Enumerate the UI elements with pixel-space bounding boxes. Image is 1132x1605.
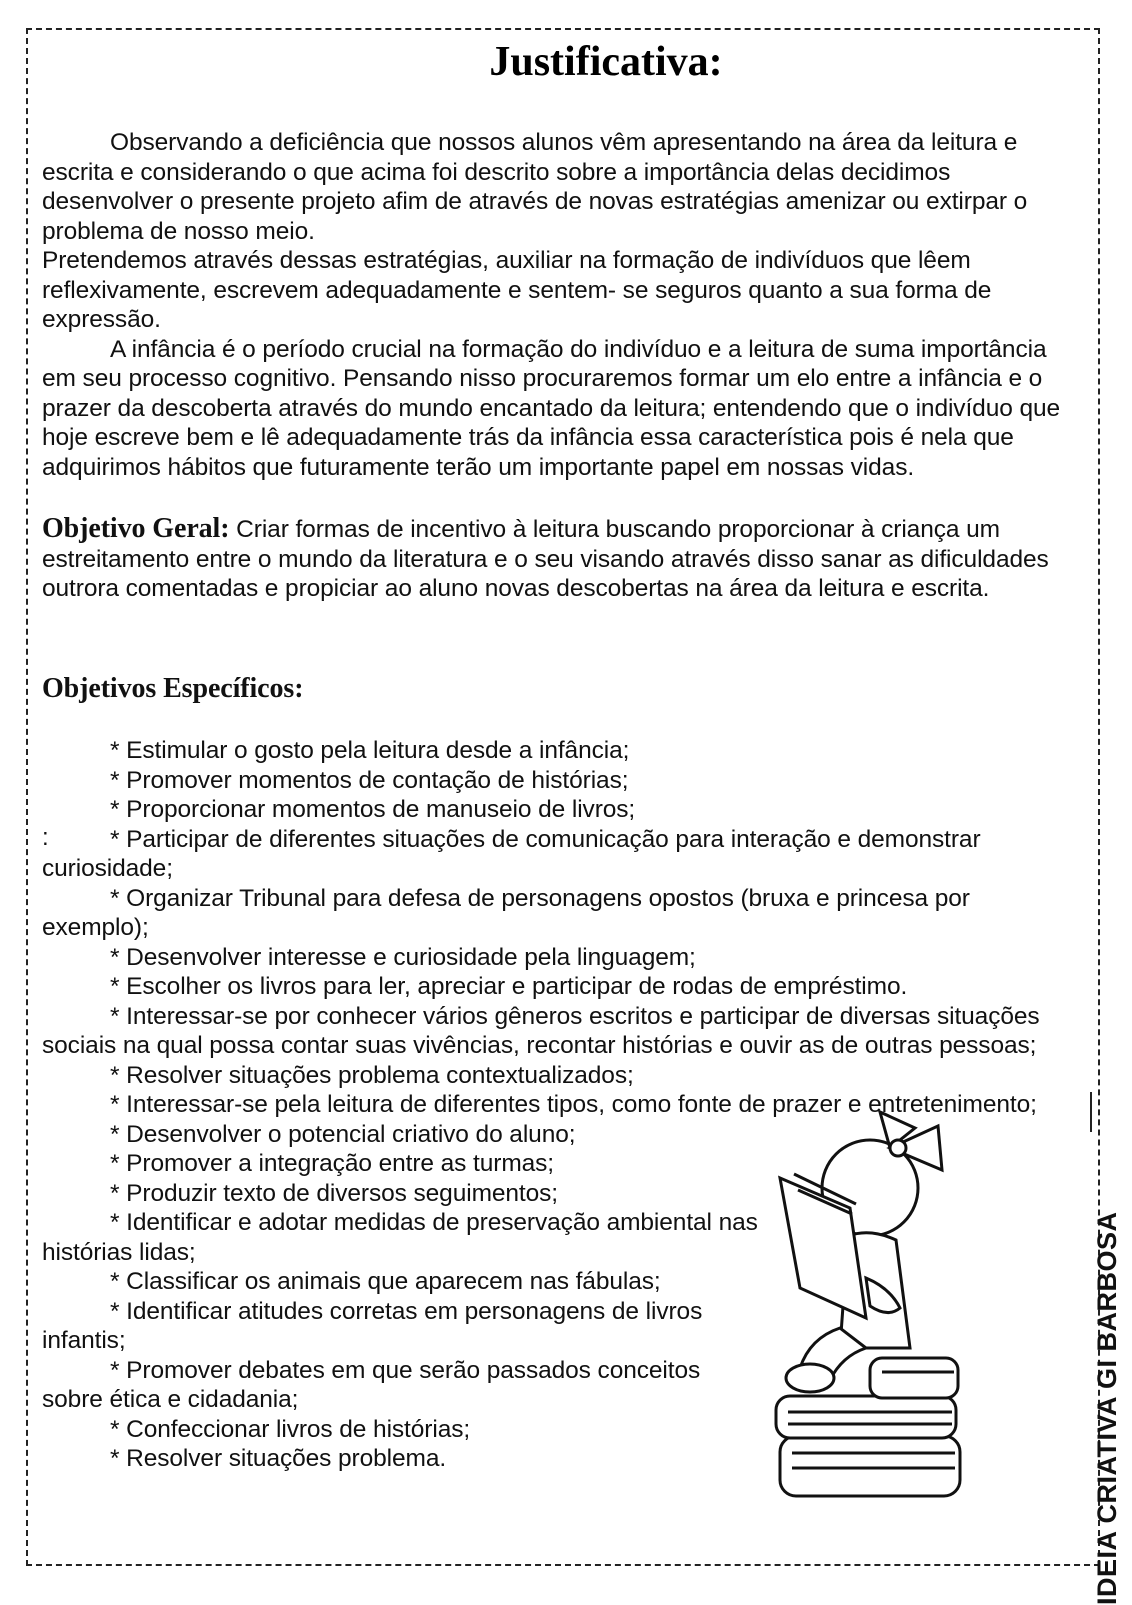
objetivo-geral-heading: Objetivo Geral:	[42, 513, 230, 544]
item-text: * Interessar-se pela leitura de diferentes tipos, como fonte de prazer e entretenimento;	[110, 1091, 1037, 1118]
objetivo-item	[42, 972, 1082, 1002]
credit-line	[1090, 1092, 1092, 1132]
item-text: * Resolver situações problema.	[110, 1445, 447, 1472]
item-text: * Promover momentos de contação de histórias;	[110, 766, 629, 794]
objetivo-item	[42, 884, 1082, 943]
objetivo-item	[42, 1061, 1082, 1091]
objetivo-item	[42, 943, 1082, 973]
objetivo-item	[42, 1356, 762, 1415]
objetivo-item	[42, 1002, 1082, 1061]
justificativa-section	[42, 128, 1082, 482]
objetivo-item	[42, 736, 1082, 766]
item-text: * Confeccionar livros de histórias;	[110, 1415, 471, 1443]
item-text: * Escolher os livros para ler, apreciar e participar de rodas de empréstimo.	[110, 973, 908, 1000]
objetivo-item	[42, 1208, 762, 1267]
objetivo-item	[42, 1267, 762, 1297]
item-text: * Identificar atitudes corretas em personagens de livros infantis;	[42, 1297, 703, 1354]
item-text: * Resolver situações problema contextualizados;	[110, 1061, 634, 1089]
objetivos-especificos-heading: Objetivos Específicos:	[42, 673, 304, 704]
objetivo-item	[42, 1444, 762, 1474]
item-text: * Classificar os animais que aparecem nas fábulas;	[110, 1268, 661, 1295]
credit-vertical-text: IDEIA CRIATIVA GI BARBOSA	[1092, 1211, 1122, 1605]
item-text: * Identificar e adotar medidas de preservação ambiental nas histórias lidas;	[42, 1209, 758, 1266]
objetivos-especificos-heading-wrap	[42, 674, 1082, 705]
item-text: * Promover a integração entre as turmas;	[110, 1150, 555, 1177]
item-text: * Promover debates em que serão passados conceitos sobre ética e cidadania;	[42, 1356, 701, 1413]
item-text: * Proporcionar momentos de manuseio de livros;	[110, 796, 636, 823]
girl-reading-on-books-illustration	[770, 1108, 970, 1508]
justificativa-paragraph-2: Pretendemos através dessas estratégias, auxiliar na formação de indivíduos que lêem reflexivamente, escrevem adequadamente e sentem- se seguros quanto a sua forma de expressão.	[42, 247, 992, 333]
objetivo-geral-text: Criar formas de incentivo à leitura buscando proporcionar à criança um estreitamento entre o mundo da literatura e o seu visando através disso sanar as dificuldades outrora comentadas e propiciar ao aluno novas descobertas na área da leitura e escrita.	[42, 516, 1049, 602]
objetivo-item	[42, 795, 1082, 825]
objetivo-item	[42, 766, 1082, 796]
justificativa-paragraph-1: Observando a deficiência que nossos alunos vêm apresentando na área da leitura e escrita e considerando o que acima foi descrito sobre a importância delas decidimos desenvolver o presente projeto afim de através de novas estratégias amenizar ou extirpar o problema de nosso meio.	[42, 129, 1028, 245]
objetivo-item	[42, 1415, 762, 1445]
stray-colon: :	[42, 824, 49, 851]
item-text: * Interessar-se por conhecer vários gêneros escritos e participar de diversas situações sociais na qual possa contar suas vivências, recontar histórias e ouvir as de outras pessoas;	[42, 1002, 1040, 1059]
page-title: Justificativa:	[489, 39, 723, 85]
item-text: * Desenvolver interesse e curiosidade pela linguagem;	[110, 943, 696, 971]
item-text: * Organizar Tribunal para defesa de personagens opostos (bruxa e princesa por exemplo);	[42, 884, 970, 941]
objetivo-geral-section	[42, 514, 1082, 604]
item-text: * Produzir texto de diversos seguimentos;	[110, 1179, 559, 1207]
item-text: * Estimular o gosto pela leitura desde a infância;	[110, 737, 630, 764]
objetivo-item	[42, 825, 1082, 884]
objetivo-item	[42, 1297, 762, 1356]
justificativa-paragraph-3: A infância é o período crucial na formação do indivíduo e a leitura de suma importância em seu processo cognitivo. Pensando nisso procuraremos formar um elo entre a infância e o prazer da descoberta através do mundo encantado da leitura; entendendo que o indivíduo que hoje escreve bem e lê adequadamente trás da infância essa característica pois é nela que adquirimos hábitos que futuramente terão um importante papel em nossas vidas.	[42, 335, 1061, 481]
item-text: * Participar de diferentes situações de comunicação para interação e demonstrar curiosidade;	[42, 825, 981, 882]
item-text: * Desenvolver o potencial criativo do aluno;	[110, 1120, 576, 1148]
